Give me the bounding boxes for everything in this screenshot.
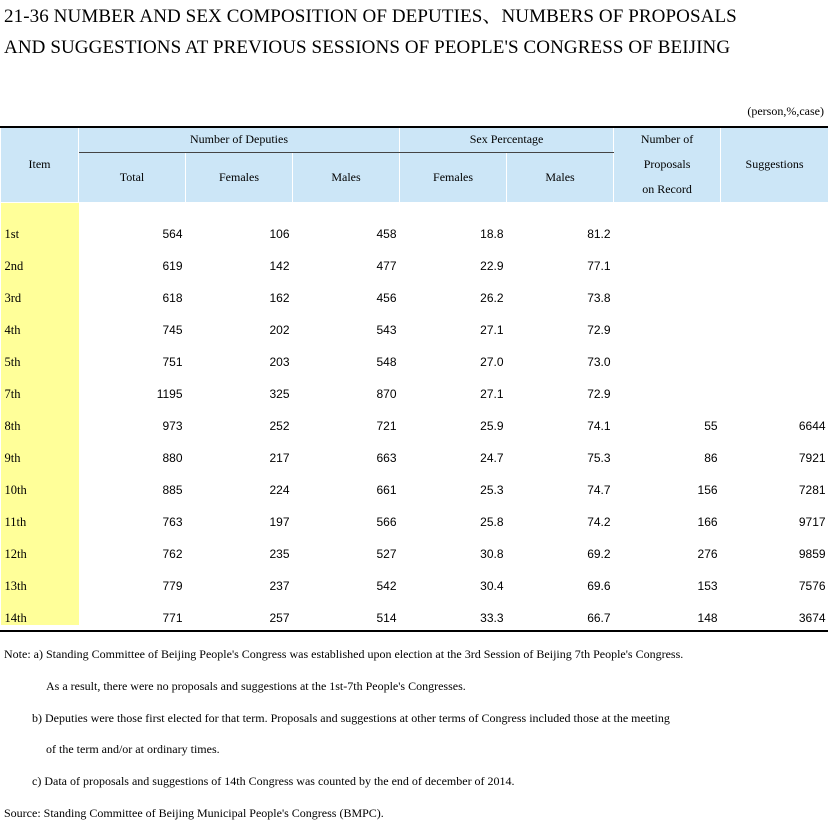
cell-males: 542 (376, 579, 397, 593)
cell-pct-females: 26.2 (480, 291, 504, 305)
cell-males: 527 (376, 547, 397, 561)
cell-males: 514 (376, 611, 397, 625)
cell-pct-females: 33.3 (480, 611, 504, 625)
cell-suggestions: 9859 (798, 547, 826, 561)
cell-proposals (614, 273, 721, 305)
cell-total: 564 (162, 227, 183, 241)
row-item-label: 5th (1, 337, 79, 369)
header-proposals-line-2: Proposals (643, 157, 691, 171)
cell-pct-females: 27.1 (480, 387, 504, 401)
cell-females: 106 (269, 227, 290, 241)
cell-females: 142 (269, 259, 290, 273)
cell-pct-males: 81.2 (587, 227, 611, 241)
row-item-label: 12th (1, 529, 79, 561)
note-b-line-2: of the term and/or at ordinary times. (46, 742, 220, 756)
table-row (1, 273, 828, 305)
cell-pct-males: 74.2 (587, 515, 611, 529)
cell-pct-males: 74.7 (587, 483, 611, 497)
header-total: Total (79, 153, 186, 203)
row-item-label: 1st (1, 203, 79, 242)
table-body (1, 203, 828, 626)
table-row (1, 401, 828, 433)
cell-total: 771 (162, 611, 183, 625)
row-item-label: 14th (1, 593, 79, 625)
cell-females: 202 (269, 323, 290, 337)
cell-pct-females: 25.3 (480, 483, 504, 497)
cell-males: 456 (376, 291, 397, 305)
cell-females: 252 (269, 419, 290, 433)
table-row (1, 497, 828, 529)
cell-pct-females: 24.7 (480, 451, 504, 465)
cell-total: 618 (162, 291, 183, 305)
cell-suggestions (721, 273, 828, 305)
cell-males: 661 (376, 483, 397, 497)
cell-proposals: 86 (704, 451, 718, 465)
cell-females: 235 (269, 547, 290, 561)
cell-females: 237 (269, 579, 290, 593)
cell-proposals (614, 337, 721, 369)
cell-males: 566 (376, 515, 397, 529)
cell-pct-females: 30.4 (480, 579, 504, 593)
cell-males: 477 (376, 259, 397, 273)
cell-proposals: 148 (697, 611, 718, 625)
cell-pct-males: 69.6 (587, 579, 611, 593)
note-a-line-2: As a result, there were no proposals and suggestions at the 1st-7th People's Congresses. (46, 679, 466, 693)
header-males: Males (293, 153, 400, 203)
header-females: Females (186, 153, 293, 203)
cell-pct-males: 74.1 (587, 419, 611, 433)
row-item-label: 10th (1, 465, 79, 497)
table-row (1, 203, 828, 242)
cell-suggestions: 7281 (798, 483, 826, 497)
table-row (1, 465, 828, 497)
cell-suggestions (721, 337, 828, 369)
cell-suggestions (721, 203, 828, 242)
cell-suggestions: 3674 (798, 611, 826, 625)
table-row (1, 337, 828, 369)
cell-pct-females: 27.0 (480, 355, 504, 369)
cell-pct-females: 27.1 (480, 323, 504, 337)
cell-pct-females: 22.9 (480, 259, 504, 273)
cell-proposals: 156 (697, 483, 718, 497)
header-number-of-deputies: Number of Deputies (79, 127, 400, 153)
note-b-line-1: b) Deputies were those first elected for that term. Proposals and suggestions at other terms of Congress included those at the meeting (32, 711, 670, 725)
cell-females: 224 (269, 483, 290, 497)
cell-males: 458 (376, 227, 397, 241)
cell-females: 217 (269, 451, 290, 465)
table-row (1, 241, 828, 273)
cell-total: 619 (162, 259, 183, 273)
cell-total: 885 (162, 483, 183, 497)
cell-total: 973 (162, 419, 183, 433)
cell-suggestions: 9717 (798, 515, 826, 529)
cell-total: 1195 (156, 387, 183, 401)
table-title-line-1: 21-36 NUMBER AND SEX COMPOSITION OF DEPUTIES、NUMBERS OF PROPOSALS (4, 6, 737, 27)
cell-proposals (614, 369, 721, 401)
cell-proposals: 153 (697, 579, 718, 593)
header-suggestions: Suggestions (721, 127, 828, 203)
table-row (1, 529, 828, 561)
table-bottom-rule (0, 630, 828, 632)
cell-suggestions: 6644 (798, 419, 826, 433)
cell-proposals: 166 (697, 515, 718, 529)
row-item-label: 11th (1, 497, 79, 529)
row-item-label: 3rd (1, 273, 79, 305)
cell-males: 543 (376, 323, 397, 337)
table-row (1, 433, 828, 465)
cell-pct-females: 30.8 (480, 547, 504, 561)
cell-suggestions (721, 241, 828, 273)
cell-total: 880 (162, 451, 183, 465)
header-pct-females: Females (400, 153, 507, 203)
row-item-label: 13th (1, 561, 79, 593)
row-item-label: 9th (1, 433, 79, 465)
table-row (1, 561, 828, 593)
cell-suggestions: 7921 (798, 451, 826, 465)
cell-total: 779 (162, 579, 183, 593)
row-item-label: 8th (1, 401, 79, 433)
cell-pct-males: 73.8 (587, 291, 611, 305)
cell-pct-males: 77.1 (587, 259, 611, 273)
cell-pct-females: 25.8 (480, 515, 504, 529)
header-item: Item (1, 127, 79, 203)
cell-proposals: 55 (704, 419, 718, 433)
row-item-label: 7th (1, 369, 79, 401)
row-item-label: 4th (1, 305, 79, 337)
cell-females: 162 (269, 291, 290, 305)
header-proposals (614, 127, 721, 203)
cell-females: 257 (269, 611, 290, 625)
cell-males: 721 (376, 419, 397, 433)
cell-proposals (614, 305, 721, 337)
table-top-rule (0, 126, 828, 128)
cell-males: 870 (376, 387, 397, 401)
cell-females: 203 (269, 355, 290, 369)
cell-suggestions (721, 305, 828, 337)
header-proposals-line-1: Number of (640, 132, 694, 146)
table-row (1, 305, 828, 337)
cell-females: 325 (269, 387, 290, 401)
table-row (1, 369, 828, 401)
table-title-line-2: AND SUGGESTIONS AT PREVIOUS SESSIONS OF PEOPLE'S CONGRESS OF BEIJING (4, 37, 731, 58)
cell-suggestions: 7576 (798, 579, 826, 593)
cell-pct-females: 18.8 (480, 227, 504, 241)
deputies-table (0, 126, 828, 625)
cell-females: 197 (269, 515, 290, 529)
cell-pct-males: 73.0 (587, 355, 611, 369)
cell-males: 663 (376, 451, 397, 465)
cell-total: 751 (162, 355, 183, 369)
cell-total: 762 (162, 547, 183, 561)
cell-proposals (614, 241, 721, 273)
cell-pct-males: 75.3 (587, 451, 611, 465)
row-item-label: 2nd (1, 241, 79, 273)
table-row (1, 593, 828, 625)
header-proposals-line-3: on Record (642, 182, 692, 196)
cell-males: 548 (376, 355, 397, 369)
cell-proposals: 276 (697, 547, 718, 561)
cell-suggestions (721, 369, 828, 401)
cell-total: 745 (162, 323, 183, 337)
cell-pct-males: 69.2 (587, 547, 611, 561)
header-sex-percentage: Sex Percentage (400, 127, 614, 153)
cell-pct-males: 66.7 (587, 611, 611, 625)
unit-label: (person,%,case) (747, 104, 824, 118)
cell-pct-females: 25.9 (480, 419, 504, 433)
cell-proposals (614, 203, 721, 242)
cell-pct-males: 72.9 (587, 387, 611, 401)
header-pct-males: Males (507, 153, 614, 203)
cell-total: 763 (162, 515, 183, 529)
note-c: c) Data of proposals and suggestions of 14th Congress was counted by the end of december of 2014. (32, 774, 515, 788)
cell-pct-males: 72.9 (587, 323, 611, 337)
source-note: Source: Standing Committee of Beijing Municipal People's Congress (BMPC). (4, 806, 384, 820)
note-a-line-1: Note: a) Standing Committee of Beijing People's Congress was established upon election at the 3rd Session of Beijing 7th People's Congress. (4, 647, 684, 661)
